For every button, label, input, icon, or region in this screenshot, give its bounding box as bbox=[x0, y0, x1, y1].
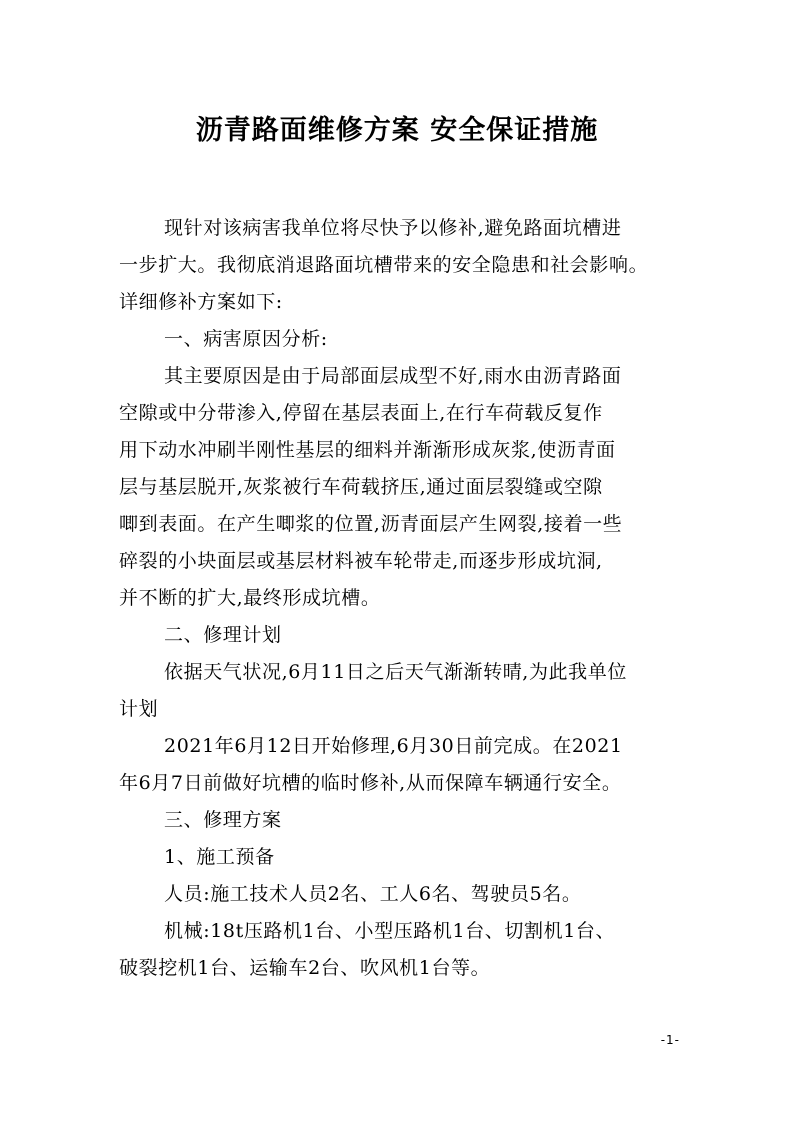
paragraph-line: 碎裂的小块面层或基层材料被车轮带走,而逐步形成坑洞, bbox=[119, 550, 603, 572]
paragraph-line: 年6月7日前做好坑槽的临时修补,从而保障车辆通行安全。 bbox=[119, 772, 622, 794]
paragraph-line: 依据天气状况,6月11日之后天气渐渐转晴,为此我单位 bbox=[164, 661, 627, 683]
section-heading: 二、修理计划 bbox=[164, 624, 282, 646]
paragraph-line: 机械:18t压路机1台、小型压路机1台、切割机1台、 bbox=[164, 920, 616, 942]
paragraph-line: 详细修补方案如下: bbox=[119, 291, 283, 313]
paragraph-line: 现针对该病害我单位将尽快予以修补,避免路面坑槽进 bbox=[164, 217, 622, 239]
document-body bbox=[119, 210, 679, 987]
page-number: -1- bbox=[660, 1033, 680, 1047]
paragraph-line: 一步扩大。我彻底消退路面坑槽带来的安全隐患和社会影响。 bbox=[119, 254, 649, 276]
paragraph-line: 其主要原因是由于局部面层成型不好,雨水由沥青路面 bbox=[164, 365, 622, 387]
paragraph-line: 空隙或中分带渗入,停留在基层表面上,在行车荷载反复作 bbox=[119, 402, 603, 424]
paragraph-line: 计划 bbox=[119, 698, 159, 720]
subsection-heading: 1、施工预备 bbox=[164, 846, 275, 868]
section-heading: 一、病害原因分析: bbox=[164, 328, 328, 350]
paragraph-line: 层与基层脱开,灰浆被行车荷载挤压,通过面层裂缝或空隙 bbox=[119, 476, 603, 498]
paragraph-line: 唧到表面。在产生唧浆的位置,沥青面层产生网裂,接着一些 bbox=[119, 513, 623, 535]
section-heading: 三、修理方案 bbox=[164, 809, 282, 831]
paragraph-line: 用下动水冲刷半刚性基层的细料并渐渐形成灰浆,使沥青面 bbox=[119, 439, 616, 461]
paragraph-line: 破裂挖机1台、运输车2台、吹风机1台等。 bbox=[119, 957, 491, 979]
document-title: 沥青路面维修方案 安全保证措施 bbox=[195, 115, 599, 146]
paragraph-line: 人员:施工技术人员2名、工人6名、驾驶员5名。 bbox=[164, 883, 582, 905]
paragraph-line: 2021年6月12日开始修理,6月30日前完成。在2021 bbox=[164, 735, 623, 757]
paragraph-line: 并不断的扩大,最终形成坑槽。 bbox=[119, 587, 381, 609]
